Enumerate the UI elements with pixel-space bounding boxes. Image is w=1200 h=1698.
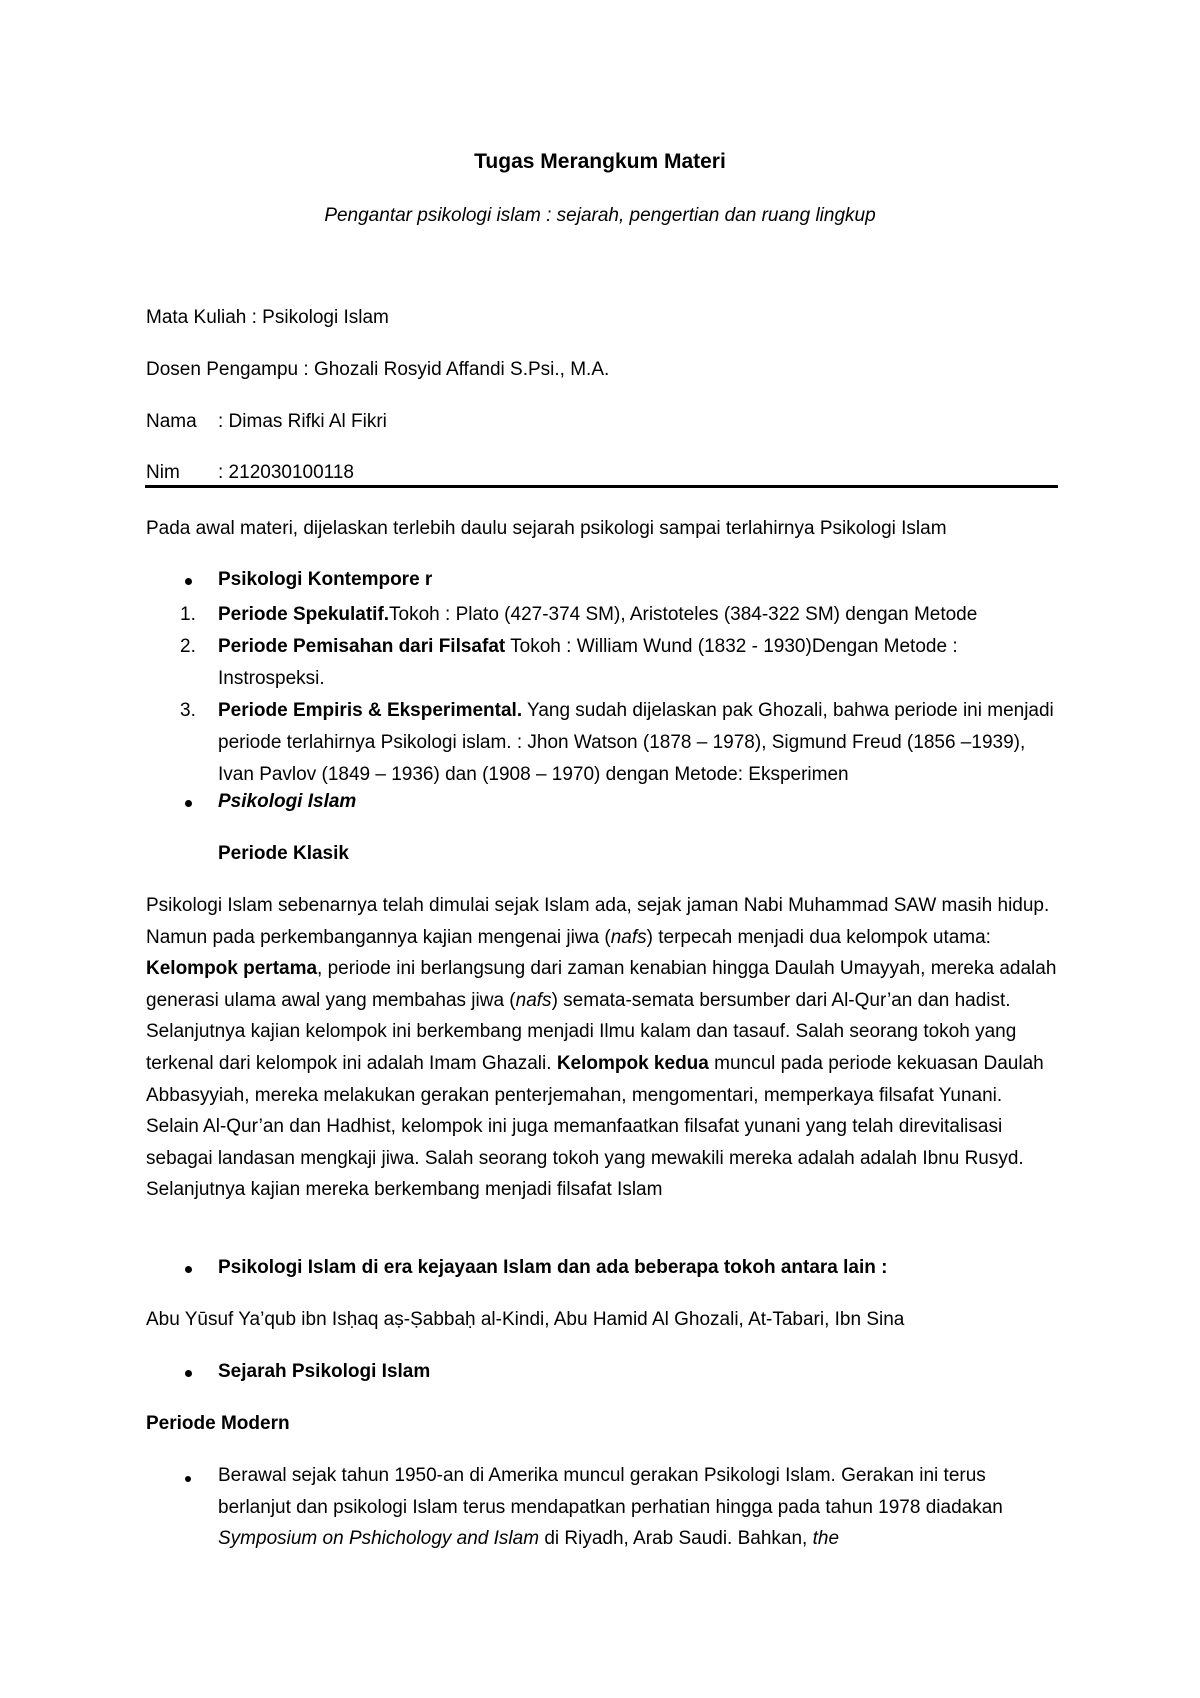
list-item-1-text: Tokoh : Plato (427-374 SM), Aristoteles (384-322 SM) dengan Metode <box>389 604 978 625</box>
course-line: Mata Kuliah : Psikologi Islam <box>146 307 389 328</box>
list-item-3-bold: Periode Empiris & Eksperimental. <box>218 700 523 721</box>
section4-heading: Sejarah Psikologi Islam <box>218 1361 431 1382</box>
list-number: 2. <box>180 636 196 657</box>
list-number: 1. <box>180 604 196 625</box>
para-italic: nafs <box>515 989 552 1011</box>
lecturer-line: Dosen Pengampu : Ghozali Rosyid Affandi S.Psi., M.A. <box>146 359 610 380</box>
para-italic: Symposium on Pshichology and Islam <box>218 1528 540 1549</box>
para-text: di Riyadh, Arab Saudi. Bahkan, <box>539 1528 813 1549</box>
list-item-2-text: Tokoh : William Wund (1832 - 1930)Dengan Metode : Instrospeksi. <box>218 636 958 689</box>
section1-heading: Psikologi Kontempore r <box>218 569 433 590</box>
section3-heading: Psikologi Islam di era kejayaan Islam dan ada beberapa tokoh antara lain : <box>218 1257 888 1278</box>
list-item-1-bold: Periode Spekulatif. <box>218 604 390 625</box>
para-italic: the <box>812 1528 840 1549</box>
name-label: Nama <box>146 411 197 432</box>
para-text: ) semata-semata bersumber dari Al-Qur’an dan hadist. Selanjutnya kajian kelompok ini berkembang menjadi Ilmu kalam dan tasauf. Salah seorang tokoh yang terkenal dari kelompok ini adalah Imam Ghazali. <box>146 989 1017 1074</box>
bullet-icon <box>185 1266 192 1273</box>
para-bold: Kelompok kedua <box>556 1052 709 1074</box>
klasik-paragraph <box>146 890 1058 1206</box>
bullet-icon <box>185 578 192 585</box>
para-bold: Kelompok pertama <box>146 958 318 980</box>
nim-label: Nim <box>146 462 180 483</box>
list-item-1 <box>218 599 1058 631</box>
para-text: Berawal sejak tahun 1950-an di Amerika muncul gerakan Psikologi Islam. Gerakan ini terus berlanjut dan psikologi Islam terus mendapatkan perhatian hingga pada tahun 1978 diadakan <box>218 1465 1003 1518</box>
para-text: ) terpecah menjadi dua kelompok utama: <box>646 926 991 948</box>
modern-paragraph <box>218 1460 1058 1555</box>
section2-subheading: Periode Klasik <box>218 843 349 864</box>
para-text: , periode ini berlangsung dari zaman kenabian hingga Daulah Umayyah, mereka adalah generasi ulama awal yang membahas jiwa ( <box>146 958 1057 1011</box>
list-item-2-bold: Periode Pemisahan dari Filsafat <box>218 636 506 657</box>
para-text: Psikologi Islam sebenarnya telah dimulai sejak Islam ada, sejak jaman Nabi Muhammad SAW masih hidup. Namun pada perkembangannya kajian mengenai jiwa ( <box>146 895 1050 948</box>
intro-line: Pada awal materi, dijelaskan terlebih daulu sejarah psikologi sampai terlahirnya Psikologi Islam <box>146 518 947 539</box>
para-italic: nafs <box>610 926 647 948</box>
para-text: muncul pada periode kekuasan Daulah Abbasyyiah, mereka melakukan gerakan penterjemahan, mengomentari, memperkaya filsafat Yunani. Selain Al-Qur’an dan Hadhist, kelompok ini juga memanfaatkan filsafat yunani yang telah direvitalisasi sebagai landasan mengkaji jiwa. Salah seorang tokoh yang mewakili mereka adalah adalah Ibnu Rusyd. Selanjutnya kajian mereka berkembang menjadi filsafat Islam <box>146 1052 1044 1201</box>
name-value: : Dimas Rifki Al Fikri <box>218 411 387 432</box>
bullet-icon <box>185 800 192 807</box>
document-subtitle: Pengantar psikologi islam : sejarah, pengertian dan ruang lingkup <box>324 205 876 226</box>
section2-heading: Psikologi Islam <box>218 791 357 812</box>
list-number: 3. <box>180 700 196 721</box>
header-divider <box>145 485 1058 488</box>
figures-line: Abu Yūsuf Ya’qub ibn Isḥaq aṣ-Ṣabbaḥ al-Kindi, Abu Hamid Al Ghozali, At-Tabari, Ibn Sina <box>146 1309 905 1330</box>
list-item-3 <box>218 695 1058 791</box>
document-title: Tugas Merangkum Materi <box>474 150 726 173</box>
section4-subheading: Periode Modern <box>146 1413 290 1434</box>
list-item-2 <box>218 631 1058 695</box>
bullet-icon <box>185 1476 191 1482</box>
bullet-icon <box>185 1370 192 1377</box>
nim-value: : 212030100118 <box>218 462 354 483</box>
list-item-3-text: Yang sudah dijelaskan pak Ghozali, bahwa periode ini menjadi periode terlahirnya Psikologi islam. : Jhon Watson (1878 – 1978), Sigmund Freud (1856 –1939), Ivan Pavlov (1849 – 1936) dan (1908 – 1970) dengan Metode: Eksperimen <box>218 700 1054 785</box>
